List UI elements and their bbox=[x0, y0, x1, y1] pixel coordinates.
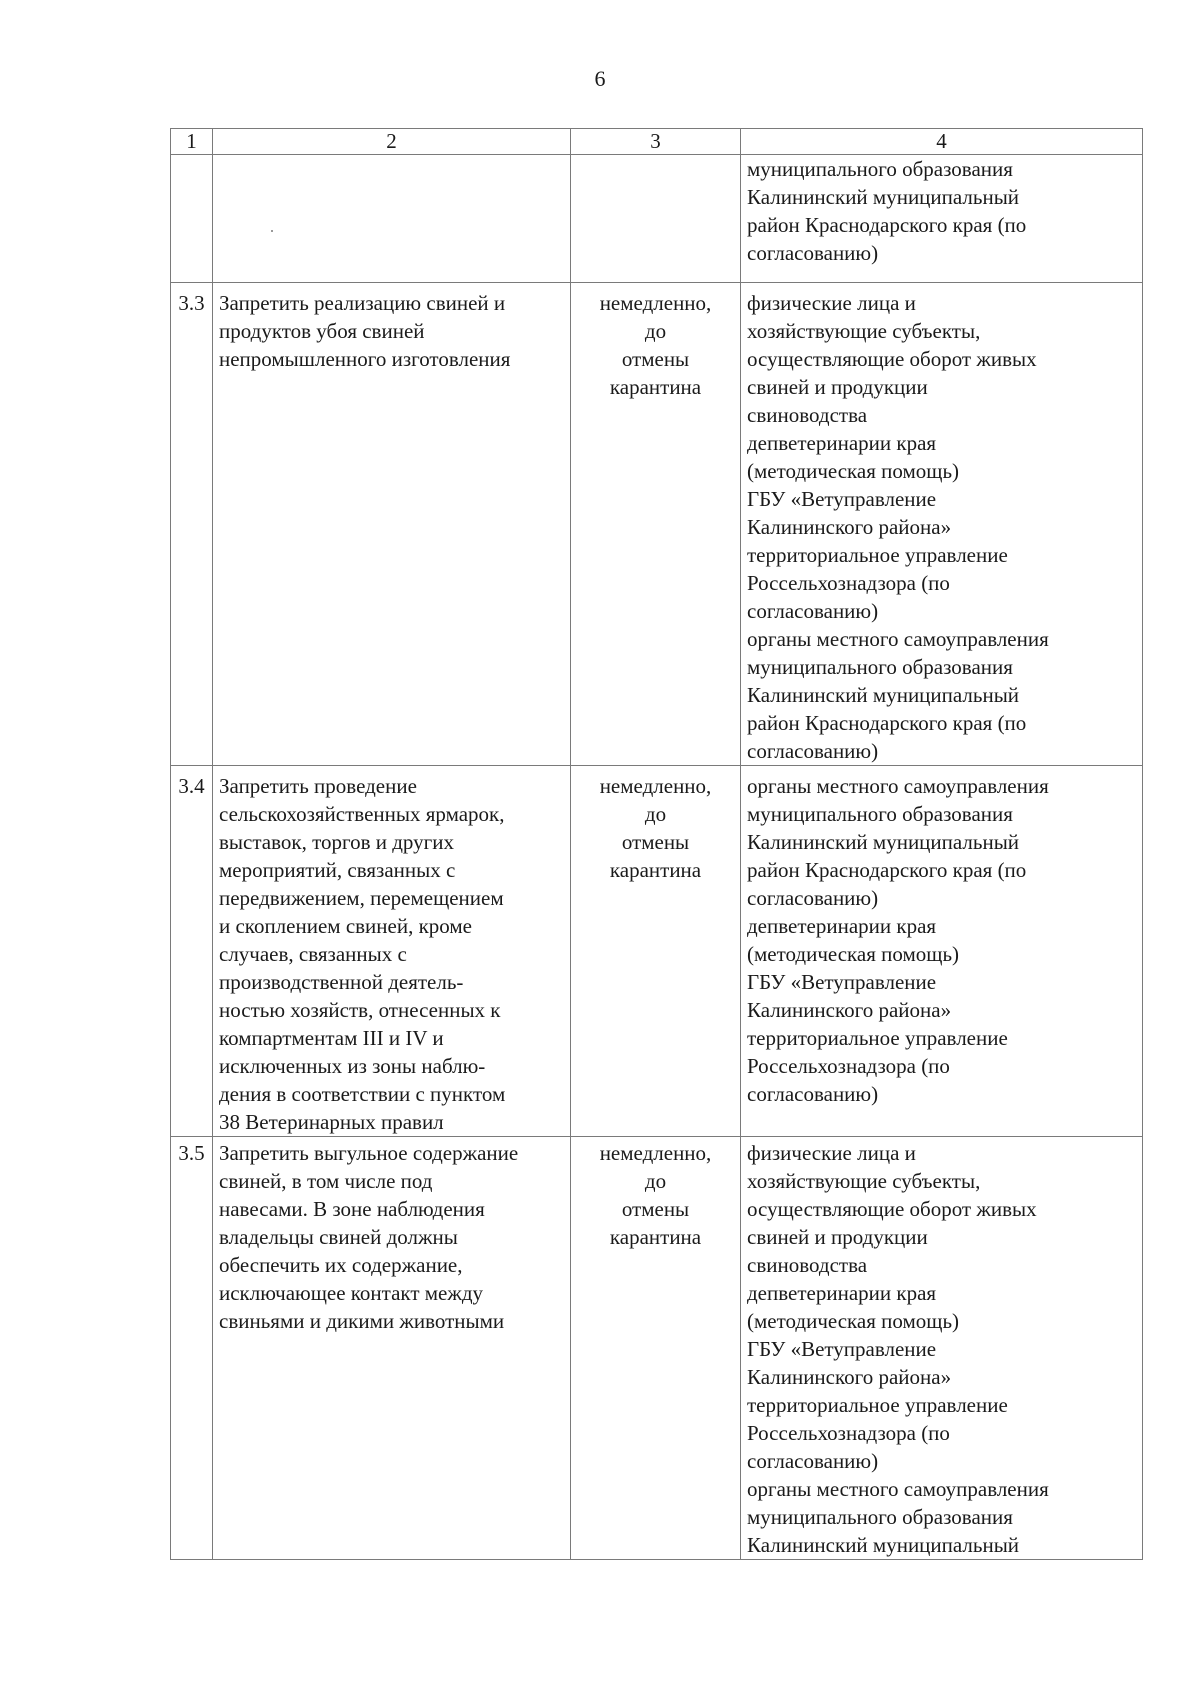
measure-text-line: дения в соответствии с пунктом bbox=[219, 1082, 506, 1106]
measure-cell bbox=[213, 766, 571, 1137]
responsible-cell bbox=[741, 155, 1143, 283]
responsible-text-line: (методическая помощь) bbox=[747, 459, 960, 483]
measure-text-line: выставок, торгов и других bbox=[219, 830, 454, 854]
responsible-text-line: район Краснодарского края (по bbox=[747, 213, 1027, 237]
responsible-text-line: депветеринарии края bbox=[747, 914, 937, 938]
measure-cell bbox=[213, 155, 571, 283]
table-row bbox=[171, 1137, 1143, 1560]
responsible-text-line: согласованию) bbox=[747, 599, 879, 623]
responsible-text-line: муниципального образования bbox=[747, 655, 1013, 679]
measure-text-line: передвижением, перемещением bbox=[219, 886, 504, 910]
responsible-text-line: согласованию) bbox=[747, 886, 879, 910]
measure-text-line: обеспечить их содержание, bbox=[219, 1253, 463, 1277]
responsible-text-line: Калининский муниципальный bbox=[747, 830, 1020, 854]
table-row bbox=[171, 155, 1143, 283]
table-row bbox=[171, 283, 1143, 766]
responsible-text-line: свиней и продукции bbox=[747, 1225, 928, 1249]
responsible-text-line: Калининский муниципальный bbox=[747, 1533, 1020, 1557]
measure-cell bbox=[213, 283, 571, 766]
responsible-text-line: Россельхознадзора (по bbox=[747, 1054, 950, 1078]
responsible-cell bbox=[741, 1137, 1143, 1560]
term-text-line: немедленно, bbox=[599, 774, 712, 798]
measure-text-line: исключающее контакт между bbox=[219, 1281, 484, 1305]
measure-cell bbox=[213, 1137, 571, 1560]
responsible-text-line: ГБУ «Ветуправление bbox=[747, 970, 937, 994]
responsible-text-line: хозяйствующие субъекты, bbox=[747, 319, 981, 343]
term-text-line: немедленно, bbox=[599, 291, 712, 315]
responsible-text-line: осуществляющие оборот живых bbox=[747, 1197, 1037, 1221]
responsible-text-line: Россельхознадзора (по bbox=[747, 1421, 950, 1445]
measure-text-line: продуктов убоя свиней bbox=[219, 319, 425, 343]
responsible-text-line: органы местного самоуправления bbox=[747, 627, 1049, 651]
measure-text-line: исключенных из зоны наблю- bbox=[219, 1054, 486, 1078]
responsible-text-line: согласованию) bbox=[747, 241, 879, 265]
measure-text-line: сельскохозяйственных ярмарок, bbox=[219, 802, 505, 826]
measure-text-line: Запретить выгульное содержание bbox=[219, 1141, 519, 1165]
item-number-cell bbox=[171, 283, 213, 766]
responsible-text-line: ГБУ «Ветуправление bbox=[747, 1337, 937, 1361]
item-number-cell bbox=[171, 1137, 213, 1560]
table-row bbox=[171, 766, 1143, 1137]
measures-table bbox=[170, 128, 1143, 1560]
responsible-text-line: Калининского района» bbox=[747, 998, 952, 1022]
measure-text-line: Запретить реализацию свиней и bbox=[219, 291, 506, 315]
responsible-text-line: территориальное управление bbox=[747, 1026, 1008, 1050]
responsible-text-line: депветеринарии края bbox=[747, 1281, 937, 1305]
responsible-text-line: физические лица и bbox=[747, 291, 916, 315]
term-text-line: до bbox=[644, 1169, 667, 1193]
header-col-3: 3 bbox=[571, 129, 741, 155]
responsible-text-line: (методическая помощь) bbox=[747, 942, 960, 966]
responsible-text-line: муниципального образования bbox=[747, 802, 1013, 826]
responsible-text-line: свиноводства bbox=[747, 403, 868, 427]
responsible-text-line: осуществляющие оборот живых bbox=[747, 347, 1037, 371]
term-text-line: карантина bbox=[609, 375, 702, 399]
measure-text-line: компартментам III и IV и bbox=[219, 1026, 444, 1050]
page-number: 6 bbox=[594, 66, 606, 91]
responsible-text-line: органы местного самоуправления bbox=[747, 1477, 1049, 1501]
header-col-2: 2 bbox=[213, 129, 571, 155]
measure-text-line: производственной деятель- bbox=[219, 970, 464, 994]
measure-text-line: навесами. В зоне наблюдения bbox=[219, 1197, 485, 1221]
measure-text-line: и скоплением свиней, кроме bbox=[219, 914, 473, 938]
item-number: 3.5 bbox=[178, 1141, 205, 1165]
responsible-text-line: район Краснодарского края (по bbox=[747, 711, 1027, 735]
responsible-text-line: Россельхознадзора (по bbox=[747, 571, 950, 595]
responsible-text-line: согласованию) bbox=[747, 1449, 879, 1473]
term-text-line: отмены bbox=[621, 1197, 690, 1221]
responsible-text-line: (методическая помощь) bbox=[747, 1309, 960, 1333]
measure-text-line: ностью хозяйств, отнесенных к bbox=[219, 998, 501, 1022]
header-col-1: 1 bbox=[171, 129, 213, 155]
responsible-text-line: муниципального образования bbox=[747, 1505, 1013, 1529]
measure-text-line: случаев, связанных с bbox=[219, 942, 407, 966]
item-number-cell bbox=[171, 155, 213, 283]
measure-text-line: мероприятий, связанных с bbox=[219, 858, 456, 882]
measure-text-line: 38 Ветеринарных правил bbox=[219, 1110, 444, 1134]
responsible-cell bbox=[741, 766, 1143, 1137]
table-header-row bbox=[171, 129, 1143, 155]
term-text-line: карантина bbox=[609, 1225, 702, 1249]
item-number-cell bbox=[171, 766, 213, 1137]
scan-speck bbox=[271, 230, 273, 232]
term-text-line: немедленно, bbox=[599, 1141, 712, 1165]
responsible-text-line: согласованию) bbox=[747, 1082, 879, 1106]
responsible-text-line: район Краснодарского края (по bbox=[747, 858, 1027, 882]
item-number: 3.3 bbox=[178, 291, 205, 315]
term-text-line: до bbox=[644, 802, 667, 826]
responsible-text-line: депветеринарии края bbox=[747, 431, 937, 455]
term-cell bbox=[571, 766, 741, 1137]
header-col-4: 4 bbox=[741, 129, 1143, 155]
responsible-text-line: ГБУ «Ветуправление bbox=[747, 487, 937, 511]
responsible-text-line: муниципального образования bbox=[747, 157, 1013, 181]
measure-text-line: владельцы свиней должны bbox=[219, 1225, 458, 1249]
responsible-text-line: Калининского района» bbox=[747, 1365, 952, 1389]
measure-text-line: Запретить проведение bbox=[219, 774, 417, 798]
responsible-cell bbox=[741, 283, 1143, 766]
responsible-text-line: территориальное управление bbox=[747, 1393, 1008, 1417]
responsible-text-line: территориальное управление bbox=[747, 543, 1008, 567]
item-number: 3.4 bbox=[178, 774, 205, 798]
term-cell bbox=[571, 155, 741, 283]
term-text-line: карантина bbox=[609, 858, 702, 882]
measure-text-line: свиней, в том числе под bbox=[219, 1169, 433, 1193]
term-text-line: до bbox=[644, 319, 667, 343]
responsible-text-line: Калининский муниципальный bbox=[747, 185, 1020, 209]
term-cell bbox=[571, 1137, 741, 1560]
term-cell bbox=[571, 283, 741, 766]
responsible-text-line: Калининский муниципальный bbox=[747, 683, 1020, 707]
responsible-text-line: Калининского района» bbox=[747, 515, 952, 539]
measure-text-line: непромышленного изготовления bbox=[219, 347, 511, 371]
responsible-text-line: свиней и продукции bbox=[747, 375, 928, 399]
term-text-line: отмены bbox=[621, 830, 690, 854]
responsible-text-line: органы местного самоуправления bbox=[747, 774, 1049, 798]
responsible-text-line: хозяйствующие субъекты, bbox=[747, 1169, 981, 1193]
responsible-text-line: физические лица и bbox=[747, 1141, 916, 1165]
measure-text-line: свиньями и дикими животными bbox=[219, 1309, 505, 1333]
responsible-text-line: свиноводства bbox=[747, 1253, 868, 1277]
responsible-text-line: согласованию) bbox=[747, 739, 879, 763]
term-text-line: отмены bbox=[621, 347, 690, 371]
